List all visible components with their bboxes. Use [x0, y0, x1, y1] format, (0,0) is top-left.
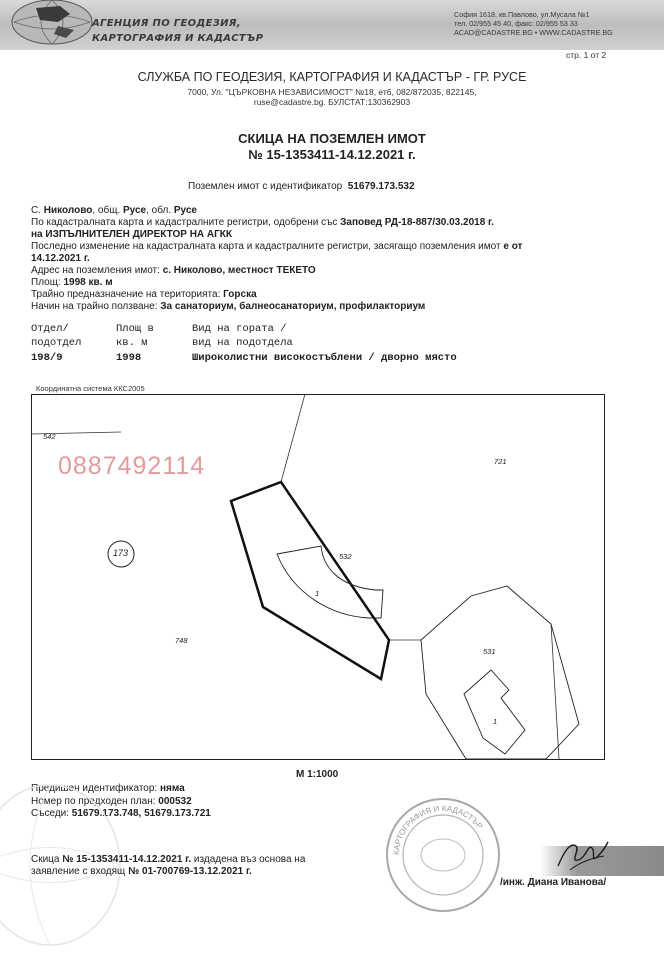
office-title: СЛУЖБА ПО ГЕОДЕЗИЯ, КАРТОГРАФИЯ И КАДАСТЪР - ГР. РУСЕ — [137, 70, 527, 84]
forest-type-value: Широколистни високостъблени / дворно място — [192, 352, 457, 364]
last-change-date: 14.12.2021 г. — [31, 253, 90, 264]
label-531: 531 — [483, 647, 496, 656]
coordinate-system-label: Координатна система ККС2005 — [36, 384, 145, 393]
approval-line — [31, 217, 631, 229]
stamp-text: КАРТОГРАФИЯ И КАДАСТЪР — [391, 803, 485, 856]
contact-line3: ACAD@CADASTRE.BG • WWW.CADASTRE.BG — [454, 28, 613, 37]
area-value: 1998 кв. м — [63, 277, 113, 288]
plan-no-label: Номер по предходен план: — [31, 795, 156, 807]
area-label: Площ: — [31, 277, 61, 288]
issued-request: № 01-700769-13.12.2021 г. — [128, 866, 252, 877]
document-title-text: СКИЦА НА ПОЗЕМЛЕН ИМОТ — [238, 131, 426, 146]
usage-value: За санаториум, балнеосанаториум, профилакториум — [160, 301, 426, 312]
agency-contacts — [454, 10, 613, 37]
document-title — [0, 131, 664, 163]
official-stamp-icon — [385, 795, 505, 915]
property-details — [31, 205, 631, 313]
address-label: Адрес на поземления имот: — [31, 265, 160, 276]
cadastral-map — [31, 394, 605, 760]
purpose-value: Горска — [223, 289, 257, 300]
location-line — [31, 205, 631, 217]
contact-line1: София 1618, кв.Павлово, ул.Мусала №1 — [454, 10, 590, 19]
office-address — [0, 87, 664, 107]
label-building-531: 1 — [493, 717, 498, 726]
map-scale: М 1:1000 — [296, 769, 339, 780]
plan-no-value: 000532 — [158, 795, 192, 807]
contact-line2: тел. 02/955 45 40, факс: 02/955 53 33 — [454, 19, 578, 28]
label-532: 532 — [339, 552, 352, 561]
issued-number: № 15-1353411-14.12.2021 г. — [62, 854, 192, 865]
neighbors-value: 51679.173.748, 51679.173.721 — [71, 808, 211, 819]
location-prefix: С. — [31, 205, 41, 216]
forest-area-value: 1998 — [116, 352, 142, 364]
issued-line2 — [31, 866, 305, 878]
issued-mid: издадена въз основа на — [193, 854, 306, 865]
municipality-prefix: , общ. — [92, 205, 121, 216]
prev-id-value: няма — [159, 783, 185, 794]
issued-line2-prefix: заявление с входящ — [31, 866, 126, 877]
last-change-prefix: Последно изменение на кадастралната карта и кадастралните регистри, засягащо поземления имот — [31, 241, 501, 252]
agency-name-line2: КАРТОГРАФИЯ И КАДАСТЪР — [92, 33, 264, 44]
region: Русе — [173, 205, 197, 216]
identifier-label: Поземлен имот с идентификатор — [188, 181, 343, 192]
last-change-date-line — [31, 253, 631, 265]
document-number: № 15-1353411-14.12.2021 г. — [248, 147, 416, 162]
label-building-532: 1 — [315, 589, 320, 598]
address-value: с. Николово, местност ТЕКЕТО — [162, 265, 316, 276]
property-identifier — [188, 181, 415, 192]
office-address-line2: ruse@cadastre.bg. БУЛСТАТ:130362903 — [253, 97, 411, 107]
label-748: 748 — [175, 636, 188, 645]
phone-watermark: 0887492114 — [58, 452, 206, 480]
village: Николово — [43, 205, 93, 216]
last-change-e-ot: е от — [503, 241, 523, 252]
purpose-line — [31, 289, 631, 301]
last-change-line — [31, 241, 631, 253]
office-address-line1: 7000, Ул. "ЦЪРКОВНА НЕЗАВИСИМОСТ" №18, ет6, 082/872035, 822145, — [187, 87, 477, 97]
agency-logo-icon — [0, 0, 96, 50]
approval-prefix: По кадастралната карта и кадастралните регистри, одобрени със — [31, 217, 338, 228]
label-542: 542 — [43, 432, 56, 441]
address-line — [31, 265, 631, 277]
svg-text:КАРТОГРАФИЯ И КАДАСТЪР — [392, 804, 484, 855]
municipality: Русе — [122, 205, 147, 216]
issued-statement — [31, 854, 305, 878]
forest-col-subdivision-sub: подотдел — [31, 337, 82, 349]
approval-by-line — [31, 229, 631, 241]
forest-col-type-sub: вид на подотдела — [192, 337, 293, 349]
forest-subdivision-value: 198/9 — [31, 352, 63, 364]
identifier-value: 51679.173.532 — [347, 181, 415, 192]
approval-by: на ИЗПЪЛНИТЕЛЕН ДИРЕКТОР НА АГКК — [31, 229, 233, 240]
issued-line1 — [31, 854, 305, 866]
signature-icon — [552, 832, 612, 876]
label-173: 173 — [113, 548, 129, 558]
neighbors-label: Съседи: — [31, 808, 70, 819]
usage-label: Начин на трайно ползване: — [31, 301, 158, 312]
region-prefix: , обл. — [146, 205, 172, 216]
area-line — [31, 277, 631, 289]
approval-order: Заповед РД-18-887/30.03.2018 г. — [340, 217, 494, 228]
map-frame — [32, 395, 605, 760]
engineer-name: /инж. Диана Иванова/ — [500, 877, 607, 888]
forest-col-subdivision-header: Отдел/ — [31, 323, 69, 335]
prev-id-label: Предишен идентификатор: — [31, 783, 158, 794]
forest-col-area-sub: кв. м — [116, 337, 148, 349]
forest-col-type-header: Вид на гората / — [192, 323, 287, 335]
purpose-label: Трайно предназначение на територията: — [31, 289, 221, 300]
issued-prefix: Скица — [31, 854, 60, 865]
usage-line — [31, 301, 631, 313]
forest-col-area-header: Площ в — [116, 323, 154, 335]
label-721: 721 — [494, 457, 507, 466]
page-number: стр. 1 от 2 — [566, 50, 607, 60]
agency-name — [92, 16, 263, 46]
agency-name-line1: АГЕНЦИЯ ПО ГЕОДЕЗИЯ, — [92, 18, 241, 29]
